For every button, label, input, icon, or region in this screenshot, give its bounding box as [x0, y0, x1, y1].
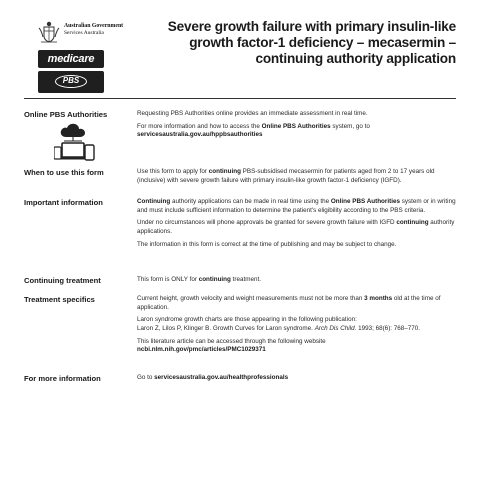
paragraph: Continuing authority applications can be made in real time using the Online PBS Authorities system or in writing and must include sufficient information to determine the patient's eligibility according to the PBS criteria. — [137, 198, 456, 214]
australian-government-logo — [38, 20, 148, 46]
section-label: Treatment specifics — [24, 295, 95, 304]
paragraph: Go to servicesaustralia.gov.au/healthprofessionals — [137, 374, 289, 381]
paragraph: The information in this form is correct at the time of publishing and may be subject to change. — [137, 240, 397, 248]
authorities-link[interactable]: servicesaustralia.gov.au/hppbsauthorities — [137, 131, 263, 139]
section-label: For more information — [24, 374, 101, 383]
section-body — [137, 198, 457, 254]
section-when-to-use — [24, 168, 456, 194]
paragraph: This literature article can be accessed through the following website ncbi.nlm.nih.gov/pmc/articles/PMC1029371 — [137, 337, 326, 354]
cloud-devices-icon — [54, 123, 98, 163]
section-label: Continuing treatment — [24, 276, 101, 285]
ncbi-link[interactable]: ncbi.nlm.nih.gov/pmc/articles/PMC1029371 — [137, 346, 266, 354]
health-professionals-link[interactable]: servicesaustralia.gov.au/healthprofessionals — [154, 374, 289, 381]
paragraph: Current height, growth velocity and weight measurements must not be more than 3 months old at the time of application. — [137, 295, 441, 311]
pbs-logo-text: PBS — [55, 75, 87, 88]
section-important-information — [24, 198, 456, 268]
section-label: Online PBS Authorities — [24, 110, 108, 119]
section-body — [137, 295, 457, 359]
paragraph: Use this form to apply for continuing PBS-subsidised mecasermin for patients aged from 2 to 17 years old (inclusive) with severe growth failure with primary insulin-like growth factor-1 deficiency (IGFD). — [137, 168, 435, 184]
section-label: Important information — [24, 198, 103, 207]
paragraph: For more information and how to access the Online PBS Authorities system, go to servicesaustralia.gov.au/hppbsauthorities — [137, 122, 370, 139]
section-more-information — [24, 374, 456, 386]
paragraph: Under no circumstances will phone approvals be granted for severe growth failure with IGFD continuing authority applications. — [137, 219, 455, 235]
paragraph: This form is ONLY for continuing treatment. — [137, 276, 261, 283]
section-treatment-specifics — [24, 295, 456, 367]
header-divider — [24, 98, 456, 99]
section-continuing-treatment — [24, 276, 456, 288]
section-body — [137, 374, 457, 387]
agency-name: Services Australia — [64, 30, 104, 36]
section-body — [137, 168, 457, 189]
section-body — [137, 110, 457, 144]
paragraph: Requesting PBS Authorities online provides an immediate assessment in real time. — [137, 110, 368, 117]
section-label: When to use this form — [24, 168, 104, 177]
pbs-logo — [38, 71, 104, 93]
section-online-authorities — [24, 110, 456, 172]
gov-name: Australian Government — [64, 23, 124, 29]
form-title: Severe growth failure with primary insulin-like growth factor-1 deficiency – mecasermin – continuing authority application — [167, 19, 456, 66]
coat-of-arms-icon — [38, 20, 60, 44]
section-body — [137, 276, 457, 289]
paragraph: Laron syndrome growth charts are those appearing in the following publication: Laron Z, Lilos P, Klinger B. Growth Curves for Laron syndrome. Arch Dis Child. 1993; 68(6): 768–770. — [137, 316, 421, 332]
medicare-logo: medicare — [38, 50, 104, 68]
